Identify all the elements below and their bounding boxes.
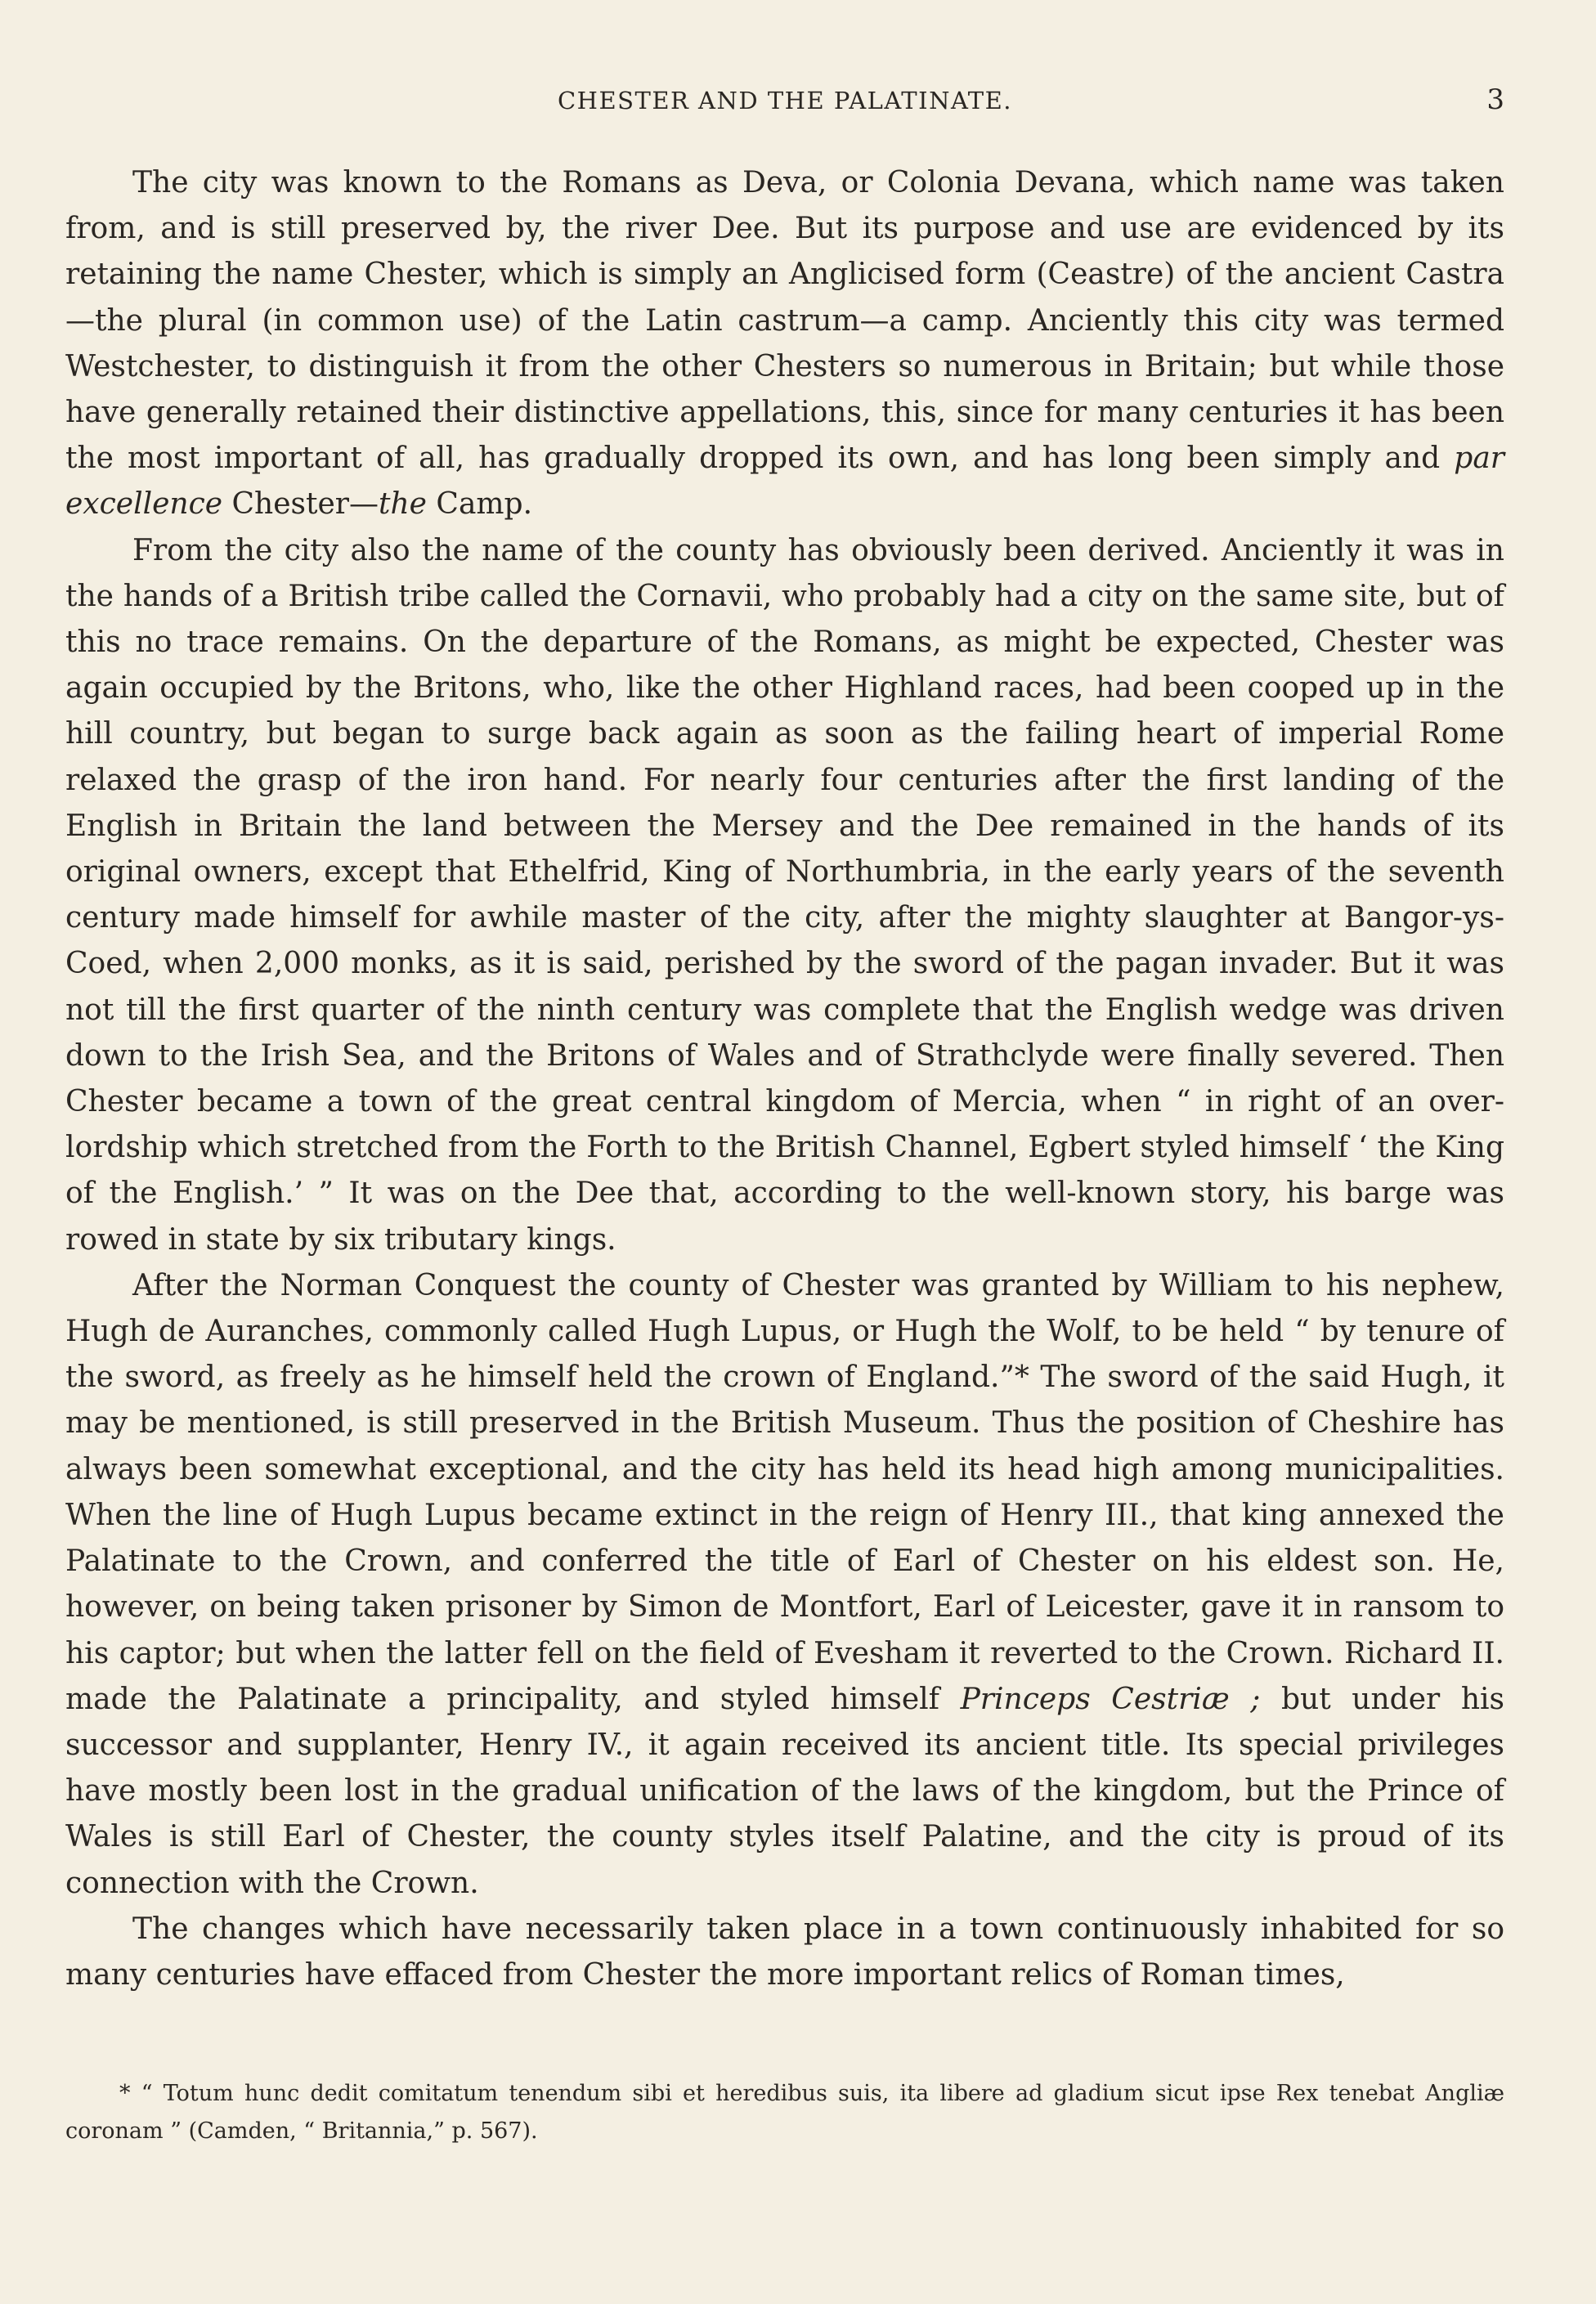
body-text: [65, 160, 1504, 1998]
paragraph-1: [65, 160, 1504, 528]
paragraph-2-segment: From the city also the name of the county has obviously been derived. Anciently it was in the hands of a British tribe called the Cornavii, who probably had a city on the same site, but of this no trace remains. On the departure of the Romans, as might be expected, Chester was again occupied by the Britons, who, like the other Highland races, had been cooped up in the hill country, but began to surge back again as soon as the failing heart of imperial Rome relaxed the grasp of the iron hand. For nearly four centuries after the first landing of the English in Britain the land between the Mersey and the Dee remained in the hands of its original owners, except that Ethelfrid, King of Northumbria, in the early years of the seventh century made himself for awhile master of the city, after the mighty slaughter at Bangor-ys-Coed, when 2,000 monks, as it is said, perished by the sword of the pagan invader. But it was not till the first quarter of the ninth century was complete that the English wedge was driven down to the Irish Sea, and the Britons of Wales and of Strathclyde were finally severed. Then Chester became a town of the great central kingdom of Mercia, when “ in right of an over-lordship which stretched from the Forth to the British Channel, Egbert styled himself ‘ the King of the English.’ ” It was on the Dee that, according to the well-known story, his barge was rowed in state by six tributary kings.: [65, 533, 1504, 1257]
footnote: * “ Totum hunc dedit comitatum tenendum sibi et heredibus suis, ita libere ad gladium sicut ipse Rex tenebat Angliæ coronam ” (Camden, “ Britannia,” p. 567).: [65, 2081, 1504, 2144]
paragraph-3-italic-princeps-cestriae: Princeps Cestriæ ;: [960, 1682, 1261, 1716]
paragraph-4: [65, 1907, 1504, 1998]
paragraph-1-italic-the: the: [379, 487, 427, 522]
paragraph-1-italic-par-excellence: par excellence: [65, 442, 1504, 522]
page-number: 3: [1486, 83, 1504, 116]
paragraph-1-segment: The city was known to the Romans as Deva, or Colonia Devana, which name was taken from, and is still preserved by, the river Dee. But its purpose and use are evidenced by its retaining the name Chester, which is simply an Anglicised form (Ceastre) of the ancient Castra—the plural (in common use) of the Latin castrum—a camp. Anciently this city was termed Westchester, to distinguish it from the other Chesters so numerous in Britain; but while those have generally retained their distinctive appellations, this, since for many centuries it has been the most important of all, has gradually dropped its own, and has long been simply and: [65, 166, 1504, 476]
paragraph-3-segment: After the Norman Conquest the county of Chester was granted by William to his nephew, Hugh de Auranches, commonly called Hugh Lupus, or Hugh the Wolf, to be held “ by tenure of the sword, as freely as he himself held the crown of England.”* The sword of the said Hugh, it may be mentioned, is still preserved in the British Museum. Thus the position of Cheshire has always been somewhat exceptional, and the city has held its head high among municipalities. When the line of Hugh Lupus became extinct in the reign of Henry III., that king annexed the Palatinate to the Crown, and conferred the title of Earl of Chester on his eldest son. He, however, on being taken prisoner by Simon de Montfort, Earl of Leicester, gave it in ransom to his captor; but when the latter fell on the field of Evesham it reverted to the Crown. Richard II. made the Palatinate a principality, and styled himself: [65, 1268, 1504, 1716]
paragraph-1-segment: Chester—: [222, 487, 379, 522]
page-header: [65, 82, 1504, 123]
paragraph-1-segment: Camp.: [426, 487, 533, 522]
running-title: CHESTER AND THE PALATINATE.: [557, 87, 1013, 114]
paragraph-4-segment: The changes which have necessarily taken place in a town continuously inhabited for so many centuries have effaced from Chester the more important relics of Roman times,: [65, 1912, 1504, 1992]
paragraph-3: [65, 1263, 1504, 1907]
paragraph-3-segment: but under his successor and supplanter, Henry IV., it again received its ancient title. Its special privileges have mostly been lost in the gradual unification of the laws of the kingdom, but the Prince of Wales is still Earl of Chester, the county styles itself Palatine, and the city is proud of its connection with the Crown.: [65, 1682, 1505, 1900]
paragraph-2: [65, 528, 1504, 1263]
